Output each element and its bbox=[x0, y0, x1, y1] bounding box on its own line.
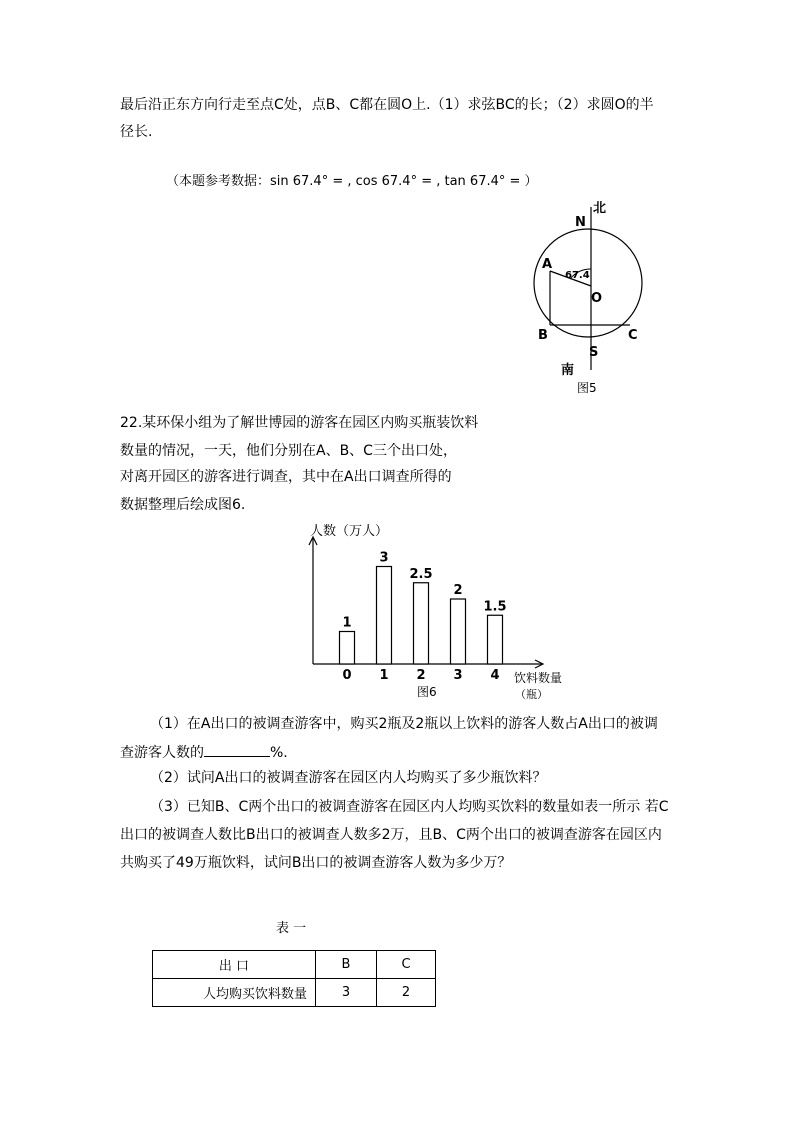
label-s: S bbox=[589, 345, 599, 360]
bar bbox=[414, 583, 429, 664]
y-axis-label: 人数（万人） bbox=[310, 524, 389, 539]
x-tick-label: 3 bbox=[453, 668, 463, 683]
bar-value-label: 1 bbox=[342, 615, 352, 631]
subquestion-1-prefix: 查游客人数的 bbox=[120, 745, 204, 761]
subquestion-1-suffix: %. bbox=[270, 745, 288, 761]
q22-text-line: 数量的情况，一天，他们分别在A、B、C三个出口处， bbox=[120, 443, 457, 459]
q22-text-line: 对离开园区的游客进行调查，其中在A出口调查所得的 bbox=[120, 469, 452, 485]
x-axis-label: 饮料数量 bbox=[514, 671, 563, 685]
figure-6-caption: 图6 bbox=[417, 685, 437, 699]
bar bbox=[451, 599, 466, 664]
table-header-cell: 出 口 bbox=[153, 951, 316, 979]
reference-data: （本题参考数据：sin 67.4° = , cos 67.4° = , tan 67.4° = ） bbox=[166, 174, 538, 189]
problem-text-line: 径长. bbox=[120, 124, 153, 140]
label-n: N bbox=[575, 215, 586, 230]
label-b: B bbox=[538, 328, 548, 343]
bar-value-label: 2.5 bbox=[409, 566, 433, 582]
x-tick-label: 1 bbox=[379, 668, 389, 683]
table-row-label: 人均购买饮料数量 bbox=[153, 979, 316, 1007]
label-north: 北 bbox=[593, 201, 607, 216]
subquestion-1: （1）在A出口的被调查游客中，购买2瓶及2瓶以上饮料的游客人数占A出口的被调 bbox=[150, 716, 658, 732]
bar-value-label: 2 bbox=[453, 583, 463, 598]
x-tick-label: 4 bbox=[490, 668, 500, 683]
label-o: O bbox=[591, 291, 603, 306]
subquestion-3: （3）已知B、C两个出口的被调查游客在园区内人均购买饮料的数量如表一所示 若C bbox=[150, 799, 669, 815]
label-south: 南 bbox=[561, 363, 575, 378]
table-1 bbox=[152, 950, 436, 1007]
subquestion-3-line2: 出口的被调查人数比B出口的被调查人数多2万，且B、C两个出口的被调查游客在园区内 bbox=[120, 827, 662, 843]
table-1-title: 表 一 bbox=[276, 921, 307, 936]
subquestion-3-line3: 共购买了49万瓶饮料，试问B出口的被调查游客人数为多少万？ bbox=[120, 855, 512, 871]
table-row bbox=[153, 979, 436, 1007]
bar bbox=[377, 567, 392, 665]
table-cell: 3 bbox=[316, 979, 377, 1007]
bar bbox=[488, 615, 503, 664]
table-cell: 2 bbox=[377, 979, 436, 1007]
label-a: A bbox=[542, 257, 553, 272]
table-header-cell: B bbox=[316, 951, 377, 979]
subquestion-2: （2）试问A出口的被调查游客在园区内人均购买了多少瓶饮料？ bbox=[150, 770, 547, 786]
figure-5-circle-diagram bbox=[520, 195, 670, 400]
figure-5-caption: 图5 bbox=[577, 381, 597, 395]
bar-value-label: 1.5 bbox=[483, 599, 507, 615]
bar bbox=[340, 632, 355, 665]
answer-blank[interactable] bbox=[204, 742, 270, 757]
subquestion-1-continued bbox=[120, 742, 288, 763]
x-tick-label: 0 bbox=[342, 668, 352, 683]
x-axis-unit: （瓶） bbox=[515, 688, 548, 701]
label-c: C bbox=[628, 328, 638, 343]
figure-6-bar-chart bbox=[290, 518, 580, 703]
table-header-cell: C bbox=[377, 951, 436, 979]
problem-text-line: 最后沿正东方向行走至点C处，点B、C都在圆O上.（1）求弦BC的长；（2）求圆O的半 bbox=[120, 97, 654, 113]
label-angle: 67.4 bbox=[565, 270, 590, 281]
table-row bbox=[153, 951, 436, 979]
q22-text-line: 数据整理后绘成图6. bbox=[120, 497, 246, 513]
bar-value-label: 3 bbox=[379, 550, 389, 566]
x-tick-label: 2 bbox=[416, 668, 426, 683]
q22-text-line: 22.某环保小组为了解世博园的游客在园区内购买瓶装饮料 bbox=[120, 415, 479, 431]
